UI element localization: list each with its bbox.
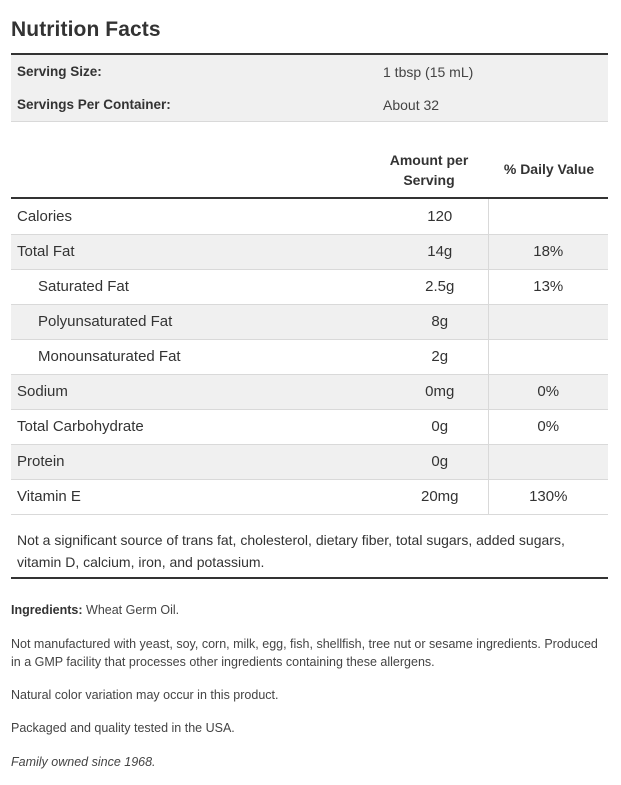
nutrient-name: Total Fat (11, 234, 392, 269)
nutrient-name: Protein (11, 444, 392, 479)
nutrient-amount: 0mg (392, 374, 488, 409)
nutrient-name: Polyunsaturated Fat (11, 304, 392, 339)
nutrient-amount: 2g (392, 339, 488, 374)
nutrient-name: Vitamin E (11, 479, 392, 514)
nutrient-amount: 0g (392, 409, 488, 444)
serving-size-value: 1 tbsp (15 mL) (383, 64, 474, 80)
nutrient-name: Saturated Fat (11, 269, 392, 304)
nutrient-daily-value (488, 304, 608, 339)
table-row (11, 479, 608, 514)
nutrient-daily-value (488, 444, 608, 479)
table-row (11, 269, 608, 304)
servings-per-container-row (11, 88, 608, 122)
nutrient-daily-value (488, 339, 608, 374)
footnote-rule (11, 577, 608, 579)
table-row (11, 374, 608, 409)
allergen-statement: Not manufactured with yeast, soy, corn, milk, egg, fish, shellfish, tree nut or sesame ingredients. Produced in a GMP facility that processes other ingredients containing these allergens. (11, 637, 598, 669)
nutrient-table (11, 199, 608, 515)
nutrient-amount: 20mg (392, 479, 488, 514)
daily-value-header: % Daily Value (503, 161, 595, 177)
nutrient-daily-value: 130% (488, 479, 608, 514)
nutrient-name: Calories (11, 199, 392, 234)
amount-per-serving-header (388, 150, 470, 190)
table-row (11, 409, 608, 444)
amount-header-line2: Serving (403, 172, 455, 188)
nutrient-amount: 14g (392, 234, 488, 269)
page-title: Nutrition Facts (11, 18, 161, 41)
nutrient-name: Sodium (11, 374, 392, 409)
nutrient-amount: 8g (392, 304, 488, 339)
family-note (11, 753, 611, 771)
nutrient-daily-value (488, 199, 608, 234)
servings-per-container-label: Servings Per Container: (17, 97, 171, 112)
ingredients-line (11, 601, 611, 619)
origin-note: Packaged and quality tested in the USA. (11, 721, 235, 735)
table-row (11, 304, 608, 339)
serving-size-label: Serving Size: (17, 64, 102, 79)
footnote: Not a significant source of trans fat, cholesterol, dietary fiber, total sugars, added sugars, vitamin D, calcium, iron, and potassium. (17, 532, 565, 570)
nutrient-daily-value: 0% (488, 374, 608, 409)
amount-header-line1: Amount per (389, 152, 469, 168)
family-note-text: Family owned since 1968. (11, 755, 156, 769)
nutrient-daily-value: 18% (488, 234, 608, 269)
table-row (11, 444, 608, 479)
servings-per-container-value: About 32 (383, 97, 440, 113)
nutrient-daily-value: 0% (488, 409, 608, 444)
ingredients-label: Ingredients: (11, 603, 83, 617)
nutrient-name: Monounsaturated Fat (11, 339, 392, 374)
nutrient-amount: 120 (392, 199, 488, 234)
ingredients-value: Wheat Germ Oil. (86, 603, 180, 617)
table-row (11, 199, 608, 234)
nutrient-amount: 0g (392, 444, 488, 479)
color-note: Natural color variation may occur in this product. (11, 688, 279, 702)
nutrient-daily-value: 13% (488, 269, 608, 304)
nutrient-name: Total Carbohydrate (11, 409, 392, 444)
table-row (11, 339, 608, 374)
serving-size-row (11, 55, 608, 89)
nutrient-amount: 2.5g (392, 269, 488, 304)
table-row (11, 234, 608, 269)
